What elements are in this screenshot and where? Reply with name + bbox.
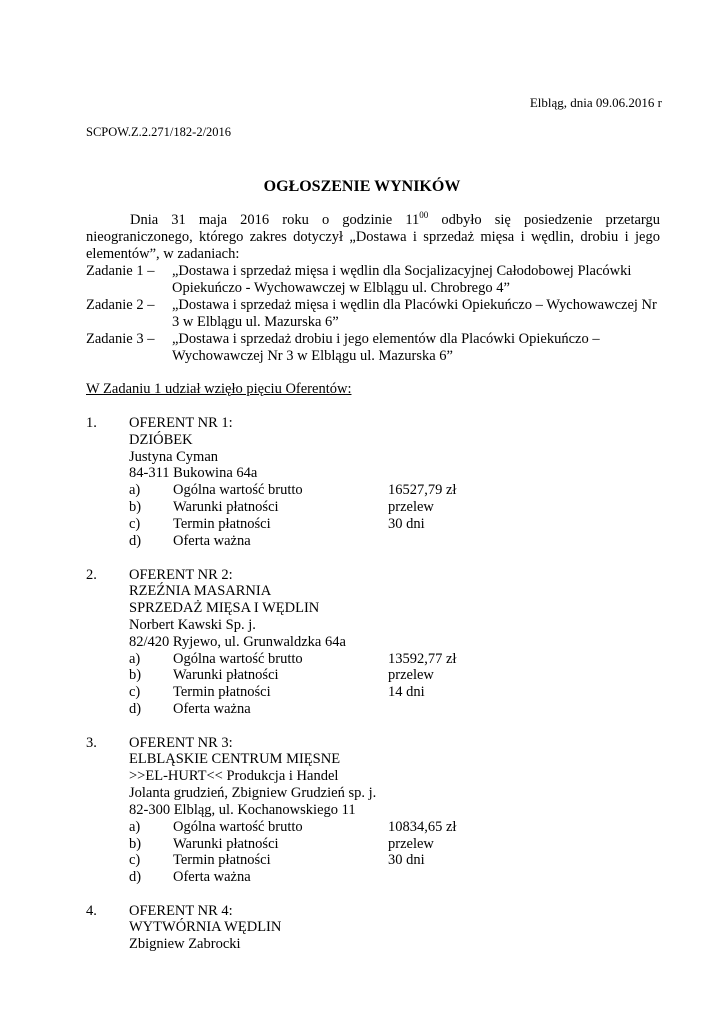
- task-text-line2: Opiekuńczo - Wychowawczej w Elblągu ul. Chrobrego 4”: [172, 280, 510, 296]
- item-value: przelew: [388, 836, 434, 852]
- document-title: OGŁOSZENIE WYNIKÓW: [263, 178, 461, 195]
- intro-text-start: Dnia 31 maja 2016 roku o godzinie 11: [130, 212, 420, 228]
- item-label: Warunki płatności: [173, 836, 279, 852]
- offer-number: 3.: [86, 735, 97, 751]
- item-letter: a): [129, 819, 141, 835]
- document-date: Elbląg, dnia 09.06.2016 r: [529, 95, 662, 110]
- item-letter: b): [129, 667, 142, 683]
- item-letter: c): [129, 852, 141, 868]
- task-text-line1: „Dostawa i sprzedaż mięsa i wędlin dla Placówki Opiekuńczo – Wychowawczej Nr: [172, 297, 657, 313]
- intro-hour-minutes: 00: [419, 210, 429, 220]
- offer-line: ELBLĄSKIE CENTRUM MIĘSNE: [129, 751, 341, 767]
- item-label: Termin płatności: [173, 852, 271, 868]
- item-value: 30 dni: [388, 852, 425, 868]
- task-3: [86, 331, 660, 365]
- offer-number: 4.: [86, 903, 97, 919]
- offer-line: OFERENT NR 4:: [129, 903, 233, 919]
- offer-line: SPRZEDAŻ MIĘSA I WĘDLIN: [129, 600, 320, 616]
- reference-number: SCPOW.Z.2.271/182-2/2016: [86, 125, 232, 139]
- item-letter: c): [129, 684, 141, 700]
- item-label: Oferta ważna: [173, 869, 251, 885]
- item-label: Termin płatności: [173, 516, 271, 532]
- item-letter: a): [129, 651, 141, 667]
- offer-line: 82-300 Elbląg, ul. Kochanowskiego 11: [129, 802, 356, 818]
- task-text-line1: „Dostawa i sprzedaż drobiu i jego elementów dla Placówki Opiekuńczo –: [172, 331, 600, 347]
- offer-line: Zbigniew Zabrocki: [129, 936, 241, 952]
- item-letter: c): [129, 516, 141, 532]
- item-value: 16527,79 zł: [388, 482, 457, 498]
- item-label: Warunki płatności: [173, 667, 279, 683]
- task-label: Zadanie 3 –: [86, 331, 155, 347]
- item-letter: b): [129, 836, 142, 852]
- item-label: Oferta ważna: [173, 701, 251, 717]
- offer-number: 2.: [86, 567, 97, 583]
- task-label: Zadanie 2 –: [86, 297, 155, 313]
- section-heading: W Zadaniu 1 udział wzięło pięciu Oferentów:: [86, 381, 352, 397]
- item-label: Ogólna wartość brutto: [173, 651, 303, 667]
- offer-line: 84-311 Bukowina 64a: [129, 465, 258, 481]
- intro-paragraph: [86, 212, 660, 263]
- offer-line: OFERENT NR 2:: [129, 567, 233, 583]
- item-letter: a): [129, 482, 141, 498]
- item-label: Oferta ważna: [173, 533, 251, 549]
- offer-line: Norbert Kawski Sp. j.: [129, 617, 256, 633]
- item-letter: b): [129, 499, 142, 515]
- offer-line: Justyna Cyman: [129, 449, 219, 465]
- offer-line: OFERENT NR 3:: [129, 735, 233, 751]
- item-value: przelew: [388, 667, 434, 683]
- offer-line: 82/420 Ryjewo, ul. Grunwaldzka 64a: [129, 634, 346, 650]
- offer-line: DZIÓBEK: [129, 432, 193, 448]
- offer-number: 1.: [86, 415, 97, 431]
- item-value: 10834,65 zł: [388, 819, 457, 835]
- task-text-line2: 3 w Elblągu ul. Mazurska 6”: [172, 314, 339, 330]
- intro-text-end: odbyło się posiedzenie przetargu nieograniczonego, którego zakres dotyczył „Dostawa i sprzedaż mięsa i wędlin, drobiu i jego elementów”, w zadaniach:: [86, 212, 660, 262]
- item-label: Warunki płatności: [173, 499, 279, 515]
- offer-line: WYTWÓRNIA WĘDLIN: [129, 919, 282, 935]
- item-label: Ogólna wartość brutto: [173, 819, 303, 835]
- item-label: Ogólna wartość brutto: [173, 482, 303, 498]
- item-letter: d): [129, 533, 142, 549]
- task-1: [86, 263, 660, 297]
- item-value: przelew: [388, 499, 434, 515]
- item-value: 14 dni: [388, 684, 425, 700]
- offer-line: >>EL-HURT<< Produkcja i Handel: [129, 768, 339, 784]
- item-value: 13592,77 zł: [388, 651, 457, 667]
- offer-line: OFERENT NR 1:: [129, 415, 233, 431]
- item-label: Termin płatności: [173, 684, 271, 700]
- task-text-line2: Wychowawczej Nr 3 w Elblągu ul. Mazurska 6”: [172, 348, 453, 364]
- task-text-line1: „Dostawa i sprzedaż mięsa i wędlin dla Socjalizacyjnej Całodobowej Placówki: [172, 263, 632, 279]
- item-letter: d): [129, 869, 142, 885]
- offer-line: Jolanta grudzień, Zbigniew Grudzień sp. j.: [129, 785, 377, 801]
- item-letter: d): [129, 701, 142, 717]
- task-label: Zadanie 1 –: [86, 263, 155, 279]
- item-value: 30 dni: [388, 516, 425, 532]
- task-2: [86, 297, 660, 331]
- offer-line: RZEŹNIA MASARNIA: [129, 583, 272, 599]
